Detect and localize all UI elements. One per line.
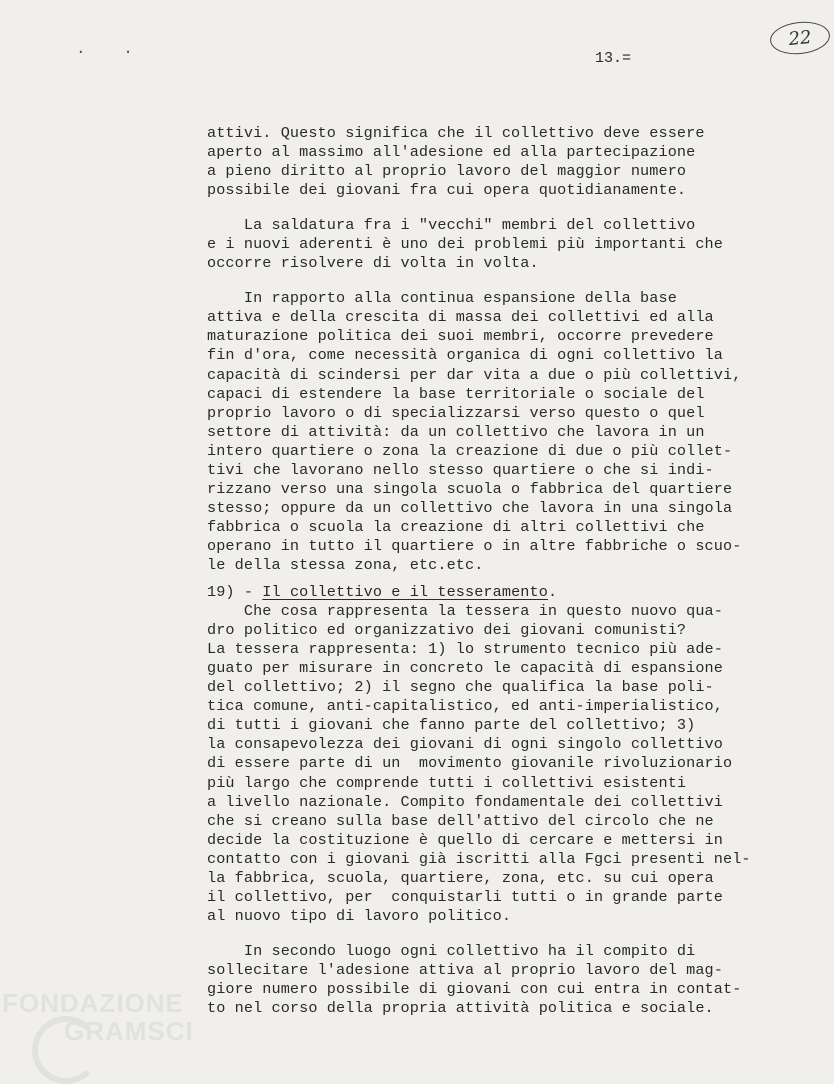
text-line: tivi che lavorano nello stesso quartiere o che si indi- bbox=[207, 460, 714, 479]
text-line: che si creano sulla base dell'attivo del circolo che ne bbox=[207, 811, 714, 830]
text-line: e i nuovi aderenti è uno dei problemi più importanti che bbox=[207, 235, 723, 254]
fondazione-gramsci-watermark bbox=[2, 988, 202, 1078]
text-line: giore numero possibile di giovani con cui entra in contat- bbox=[207, 979, 742, 998]
margin-dots: . . bbox=[76, 40, 147, 58]
text-line: settore di attività: da un collettivo che lavora in un bbox=[207, 422, 705, 441]
text-line: fabbrica o scuola la creazione di altri collettivi che bbox=[207, 517, 705, 536]
text-line: La saldatura fra i "vecchi" membri del collettivo bbox=[207, 216, 696, 235]
text-line: proprio lavoro o di specializzarsi verso questo o quel bbox=[207, 403, 705, 422]
document-body bbox=[207, 124, 807, 1018]
text-line: Che cosa rappresenta la tessera in questo nuovo qua- bbox=[207, 602, 723, 621]
text-line: tica comune, anti-capitalistico, ed anti-imperialistico, bbox=[207, 697, 723, 716]
text-line: di essere parte di un movimento giovanile rivoluzionario bbox=[207, 754, 733, 773]
text-line: a livello nazionale. Compito fondamentale dei collettivi bbox=[207, 792, 723, 811]
text-line: possibile dei giovani fra cui opera quotidianamente. bbox=[207, 181, 687, 200]
text-line: rizzano verso una singola scuola o fabbrica del quartiere bbox=[207, 479, 733, 498]
page-number: 13.= bbox=[595, 50, 632, 67]
heading-title: Il collettivo e il tesseramento bbox=[262, 583, 548, 602]
paragraph-4 bbox=[207, 602, 807, 926]
paragraph-2 bbox=[207, 216, 807, 273]
text-line: la consapevolezza dei giovani di ogni singolo collettivo bbox=[207, 735, 723, 754]
text-line: sollecitare l'adesione attiva al proprio lavoro del mag- bbox=[207, 960, 723, 979]
text-line: fin d'ora, come necessità organica di ogni collettivo la bbox=[207, 346, 723, 365]
text-line: le della stessa zona, etc.etc. bbox=[207, 555, 484, 574]
text-line: In secondo luogo ogni collettivo ha il compito di bbox=[207, 941, 696, 960]
text-line: In rapporto alla continua espansione della base bbox=[207, 289, 677, 308]
heading-number: 19) - bbox=[207, 583, 263, 602]
text-line: aperto al massimo all'adesione ed alla partecipazione bbox=[207, 143, 696, 162]
section-heading bbox=[207, 583, 807, 602]
paragraph-1 bbox=[207, 124, 807, 200]
text-line: capacità di scindersi per dar vita a due o più collettivi, bbox=[207, 365, 742, 384]
text-line: guato per misurare in concreto le capacità di espansione bbox=[207, 659, 723, 678]
heading-period: . bbox=[547, 583, 558, 602]
text-line: stesso; oppure da un collettivo che lavora in una singola bbox=[207, 498, 733, 517]
text-line: dro politico ed organizzativo dei giovani comunisti? bbox=[207, 621, 687, 640]
text-line: maturazione politica dei suoi membri, occorre prevedere bbox=[207, 327, 714, 346]
text-line: contatto con i giovani già iscritti alla Fgci presenti nel- bbox=[207, 849, 751, 868]
text-line: a pieno diritto al proprio lavoro del maggior numero bbox=[207, 162, 687, 181]
text-line: intero quartiere o zona la creazione di due o più collet- bbox=[207, 441, 733, 460]
text-line: attivi. Questo significa che il collettivo deve essere bbox=[207, 124, 705, 142]
text-line: del collettivo; 2) il segno che qualifica la base poli- bbox=[207, 678, 714, 697]
text-line: decide la costituzione è quello di cercare e mettersi in bbox=[207, 830, 723, 849]
text-line: attiva e della crescita di massa dei collettivi ed alla bbox=[207, 308, 714, 327]
text-line: di tutti i giovani che fanno parte del collettivo; 3) bbox=[207, 716, 696, 735]
text-line: il collettivo, per conquistarli tutti o in grande parte bbox=[207, 887, 723, 906]
text-line: occorre risolvere di volta in volta. bbox=[207, 254, 539, 273]
text-line: operano in tutto il quartiere o in altre fabbriche o scuo- bbox=[207, 536, 742, 555]
paragraph-5 bbox=[207, 942, 807, 1018]
paragraph-3 bbox=[207, 289, 807, 575]
text-line: to nel corso della propria attività politica e sociale. bbox=[207, 999, 714, 1018]
text-line: capaci di estendere la base territoriale o sociale del bbox=[207, 384, 705, 403]
text-line: più largo che comprende tutti i collettivi esistenti bbox=[207, 773, 687, 792]
archive-stamp bbox=[768, 19, 831, 57]
text-line: La tessera rappresenta: 1) lo strumento tecnico più ade- bbox=[207, 640, 723, 659]
watermark-line-1: FONDAZIONE bbox=[2, 988, 184, 1018]
watermark-line-2: GRAMSCI bbox=[64, 1016, 194, 1046]
stamp-number: 22 bbox=[787, 26, 813, 50]
text-line: la fabbrica, scuola, quartiere, zona, etc. su cui opera bbox=[207, 868, 714, 887]
text-line: al nuovo tipo di lavoro politico. bbox=[207, 906, 512, 925]
